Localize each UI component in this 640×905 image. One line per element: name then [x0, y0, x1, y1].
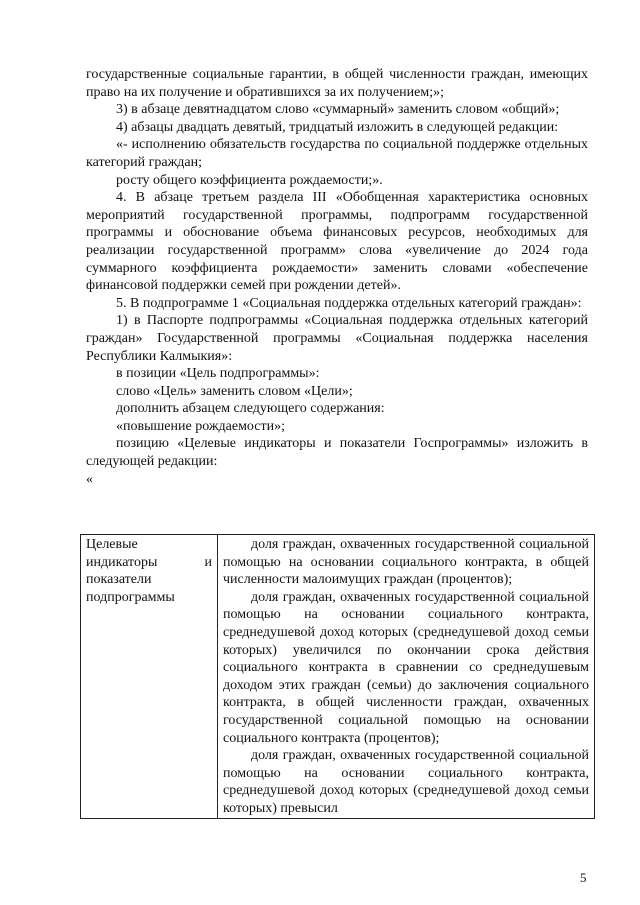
paragraph: «- исполнению обязательств государства по социальной поддержке отдельных категорий граждан; — [86, 137, 588, 170]
indicator-paragraph: доля граждан, охваченных государственной социальной помощью на основании социального контракта, в общей численности малоимущих граждан (процентов); — [223, 537, 589, 588]
paragraph: в позиции «Цель подпрограммы»: — [116, 366, 320, 382]
paragraph: 3) в абзаце девятнадцатом слово «суммарный» заменить словом «общий»; — [116, 102, 560, 118]
paragraph: позицию «Целевые индикаторы и показатели Госпрограммы» изложить в следующей редакции: — [86, 436, 588, 470]
label-line: показатели — [86, 572, 152, 588]
opening-quote-mark: « — [86, 471, 93, 487]
page-number: 5 — [580, 870, 587, 885]
label-line: и — [204, 554, 212, 570]
paragraph: государственные социальные гарантии, в общей численности граждан, имеющих право на их получение и обратившихся за их получением;»; — [86, 67, 588, 100]
table-content-cell — [218, 535, 595, 819]
paragraph: «повышение рождаемости»; — [116, 418, 285, 434]
table-row — [81, 535, 595, 819]
label-line: подпрограммы — [86, 589, 175, 605]
paragraph: 5. В подпрограмме 1 «Социальная поддержка отдельных категорий граждан»: — [116, 295, 582, 311]
label-line-pair — [86, 554, 212, 572]
paragraph: слово «Цель» заменить словом «Цели»; — [116, 383, 353, 399]
paragraph: 4. В абзаце третьем раздела III «Обобщенная характеристика основных мероприятий государственной программы, подпрограмм государственной программы и обоснование объема финансовых ресурсов, необходимых для реализации государственной программ» слова «увеличение до 2024 года суммарного коэффициента рождаемости» заменить словами «обеспечение финансовой поддержки семей при рождении детей». — [86, 190, 588, 294]
paragraph: дополнить абзацем следующего содержания: — [116, 401, 385, 417]
paragraph: 4) абзацы двадцать девятый, тридцатый изложить в следующей редакции: — [116, 119, 559, 135]
label-line: индикаторы — [86, 554, 158, 570]
body-text — [86, 66, 588, 489]
paragraph: 1) в Паспорте подпрограммы «Социальная поддержка отдельных категорий граждан» Государственной программы «Социальная поддержка населения Республики Калмыкия»: — [86, 313, 588, 364]
label-line: Целевые — [86, 537, 138, 552]
indicator-paragraph: доля граждан, охваченных государственной социальной помощью на основании социального контракта, среднедушевой доход которых (среднедушевой доход семьи которых) превысил — [223, 748, 589, 816]
indicators-table — [80, 534, 595, 819]
table-label-cell — [81, 535, 218, 819]
indicator-paragraph: доля граждан, охваченных государственной социальной помощью на основании социального контракта, среднедушевой доход которых (среднедушевой доход семьи которых) увеличился по окончании срока действия социального контракта в сравнении со среднедушевым доходом этих граждан (семьи) до заключения социального контракта, в общей численности граждан, охваченных государственной социальной помощью на основании социального контракта (процентов); — [223, 589, 589, 746]
paragraph: росту общего коэффициента рождаемости;». — [116, 172, 383, 188]
